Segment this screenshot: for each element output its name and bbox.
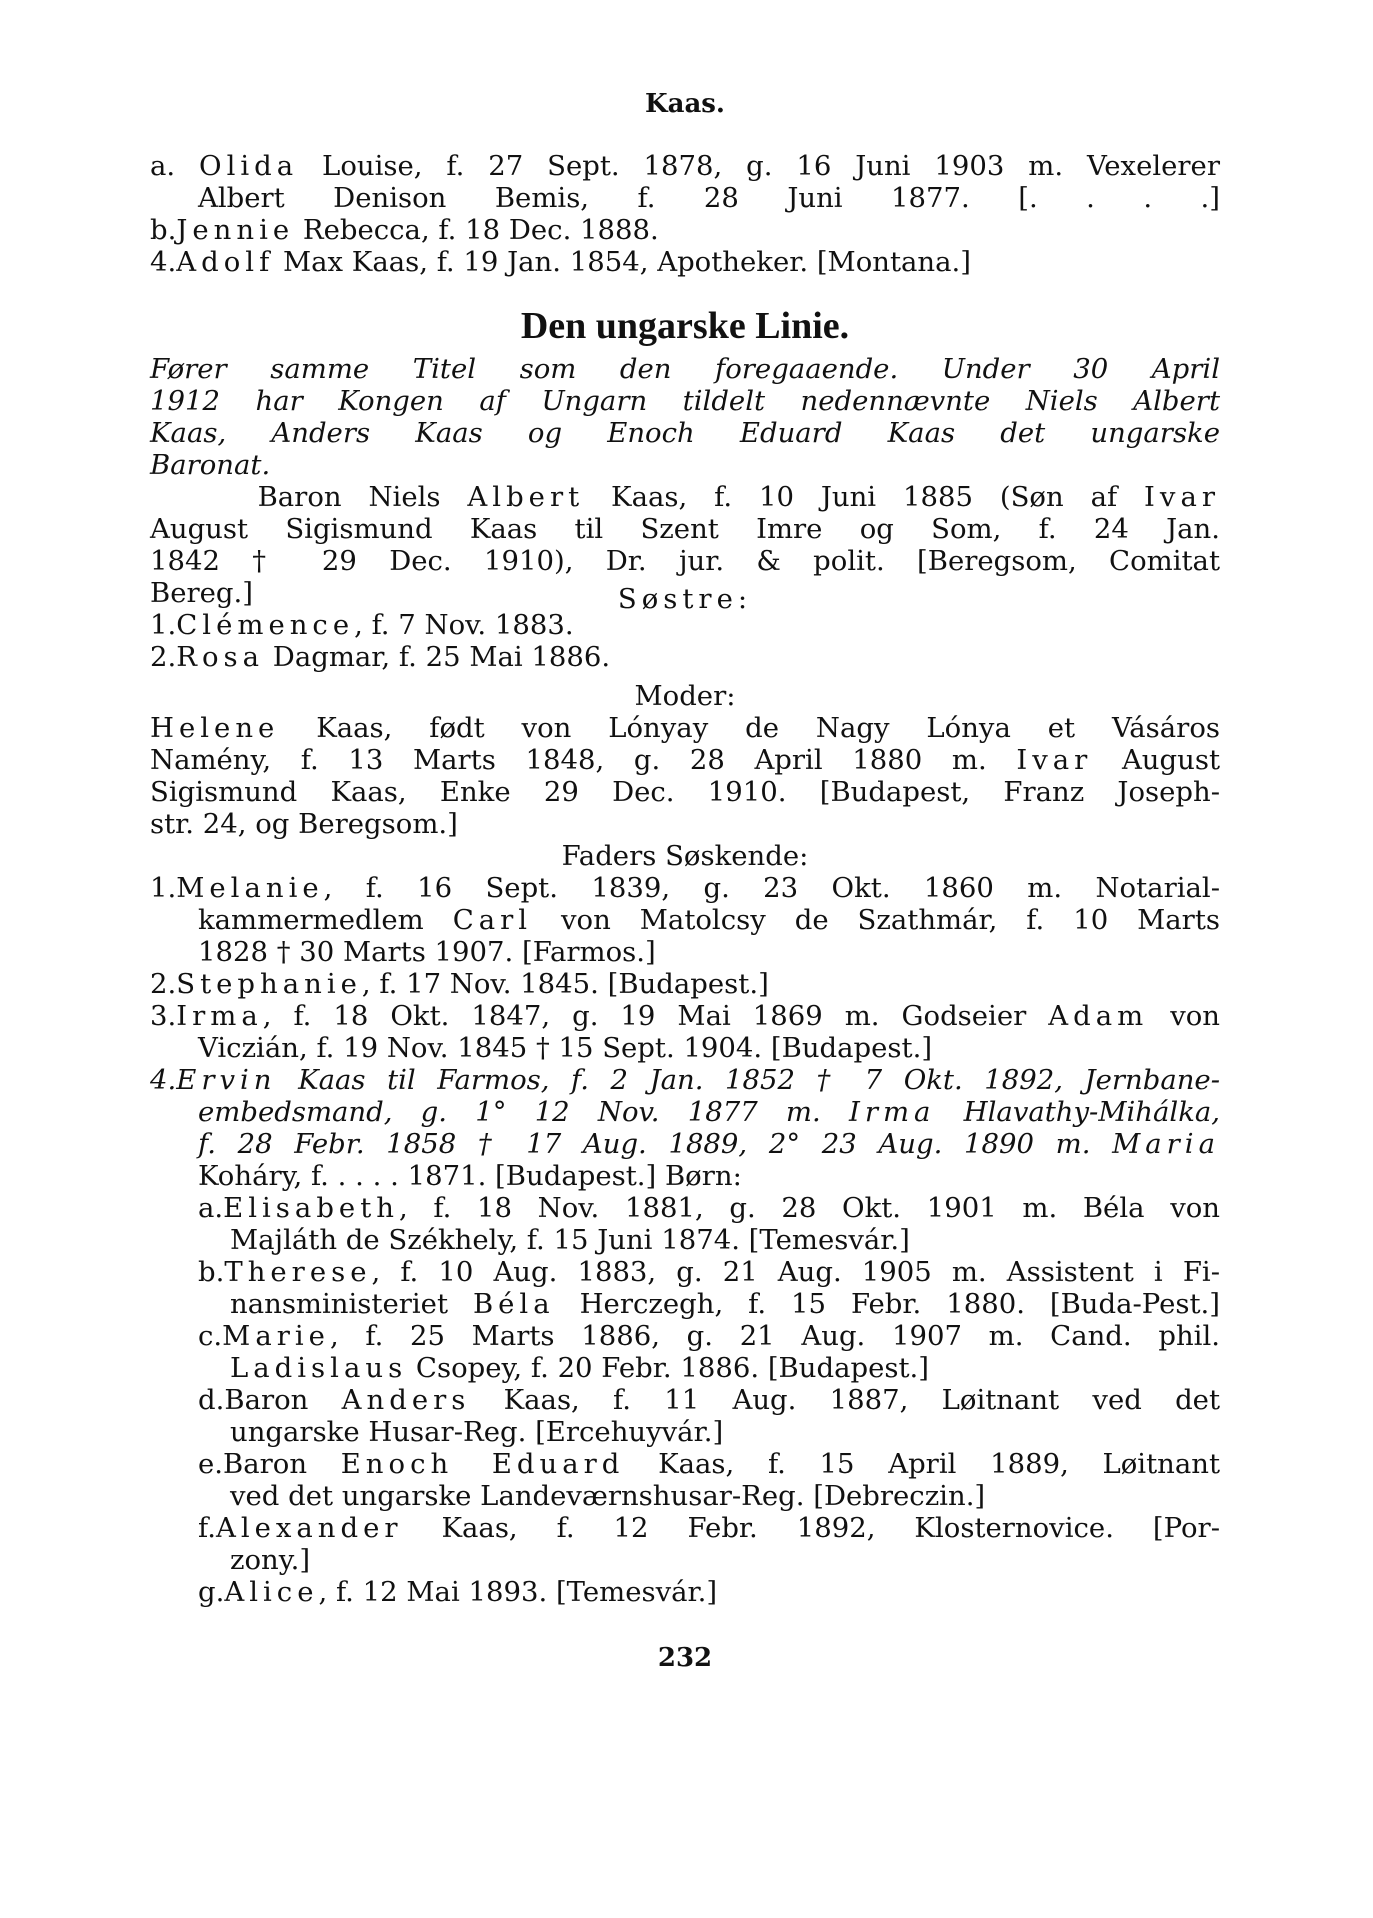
text-line: Albert Denison Bemis, f. 28 Juni 1877. [. . . .] [198,182,1220,214]
text-line: 4.Ervin Kaas til Farmos, f. 2 Jan. 1852 † 7 Okt. 1892, Jernbane- [150,1064,1220,1096]
text-line: 4.Adolf Max Kaas, f. 19 Jan. 1854, Apotheker. [Montana.] [150,246,972,278]
running-head: Kaas. [645,89,725,119]
page-number: 232 [657,1643,713,1673]
text-line: Kaas, Anders Kaas og Enoch Eduard Kaas det ungarske [150,417,1220,449]
text-line: ved det ungarske Landeværnshusar-Reg. [Debreczin.] [230,1480,986,1512]
text-line: Baron Niels Albert Kaas, f. 10 Juni 1885 (Søn af Ivar [257,481,1220,513]
text-line: nansministeriet Béla Herczegh, f. 15 Febr. 1880. [Buda-Pest.] [230,1288,1220,1320]
book-page [150,0,1220,1918]
sisters-heading: Søstre: [617,583,753,615]
text-line: 3.Irma, f. 18 Okt. 1847, g. 19 Mai 1869 m. Godseier Adam von [150,1000,1220,1032]
text-line: b.Jennie Rebecca, f. 18 Dec. 1888. [150,214,659,246]
text-line: Sigismund Kaas, Enke 29 Dec. 1910. [Budapest, Franz Joseph- [150,776,1220,808]
text-line: Viczián, f. 19 Nov. 1845 † 15 Sept. 1904. [Budapest.] [198,1032,933,1064]
text-line: kammermedlem Carl von Matolcsy de Szathmár, f. 10 Marts [198,904,1220,936]
text-line: Helene Kaas, født von Lónyay de Nagy Lónya et Vásáros [150,712,1220,744]
text-line: 1912 har Kongen af Ungarn tildelt nedennævnte Niels Albert [150,385,1220,417]
section-title: Den ungarske Linie. [520,305,850,347]
text-line: e.Baron Enoch Eduard Kaas, f. 15 April 1889, Løitnant [198,1448,1221,1480]
text-line: 1828 † 30 Marts 1907. [Farmos.] [198,936,656,968]
text-line: g.Alice, f. 12 Mai 1893. [Temesvár.] [198,1576,718,1608]
text-line: zony.] [230,1544,311,1576]
text-line: ungarske Husar-Reg. [Ercehuyvár.] [230,1416,724,1448]
text-line: b.Therese, f. 10 Aug. 1883, g. 21 Aug. 1905 m. Assistent i Fi- [198,1256,1220,1288]
text-line: 1842 † 29 Dec. 1910), Dr. jur. & polit. [Beregsom, Comitat [150,545,1220,577]
text-line: 2.Rosa Dagmar, f. 25 Mai 1886. [150,641,611,673]
text-line: Baronat. [150,449,271,481]
text-line: Bereg.] [150,577,253,609]
text-line: d.Baron Anders Kaas, f. 11 Aug. 1887, Løitnant ved det [198,1384,1221,1416]
text-line: Koháry, f. . . . . 1871. [Budapest.] Børn: [198,1160,742,1192]
text-line: a. Olida Louise, f. 27 Sept. 1878, g. 16 Juni 1903 m. Vexelerer [150,150,1220,182]
text-line: Ladislaus Csopey, f. 20 Febr. 1886. [Budapest.] [230,1352,929,1384]
text-line: 2.Stephanie, f. 17 Nov. 1845. [Budapest.] [150,968,769,1000]
text-line: Namény, f. 13 Marts 1848, g. 28 April 1880 m. Ivar August [150,744,1220,776]
text-line: Majláth de Székhely, f. 15 Juni 1874. [Temesvár.] [230,1224,910,1256]
mother-heading: Moder: [634,680,736,712]
text-line: c.Marie, f. 25 Marts 1886, g. 21 Aug. 1907 m. Cand. phil. [198,1320,1220,1352]
siblings-heading: Faders Søskende: [561,840,809,872]
text-line: a.Elisabeth, f. 18 Nov. 1881, g. 28 Okt. 1901 m. Béla von [198,1192,1220,1224]
text-line: Fører samme Titel som den foregaaende. Under 30 April [150,353,1220,385]
text-line: str. 24, og Beregsom.] [150,808,458,840]
text-line: embedsmand, g. 1° 12 Nov. 1877 m. Irma Hlavathy-Mihálka, [198,1096,1220,1128]
text-line: 1.Melanie, f. 16 Sept. 1839, g. 23 Okt. 1860 m. Notarial- [150,872,1220,904]
text-line: August Sigismund Kaas til Szent Imre og Som, f. 24 Jan. [150,513,1220,545]
text-line: f.Alexander Kaas, f. 12 Febr. 1892, Klosternovice. [Por- [198,1512,1220,1544]
text-line: 1.Clémence, f. 7 Nov. 1883. [150,609,574,641]
text-line: f. 28 Febr. 1858 † 17 Aug. 1889, 2° 23 Aug. 1890 m. Maria [198,1128,1220,1160]
